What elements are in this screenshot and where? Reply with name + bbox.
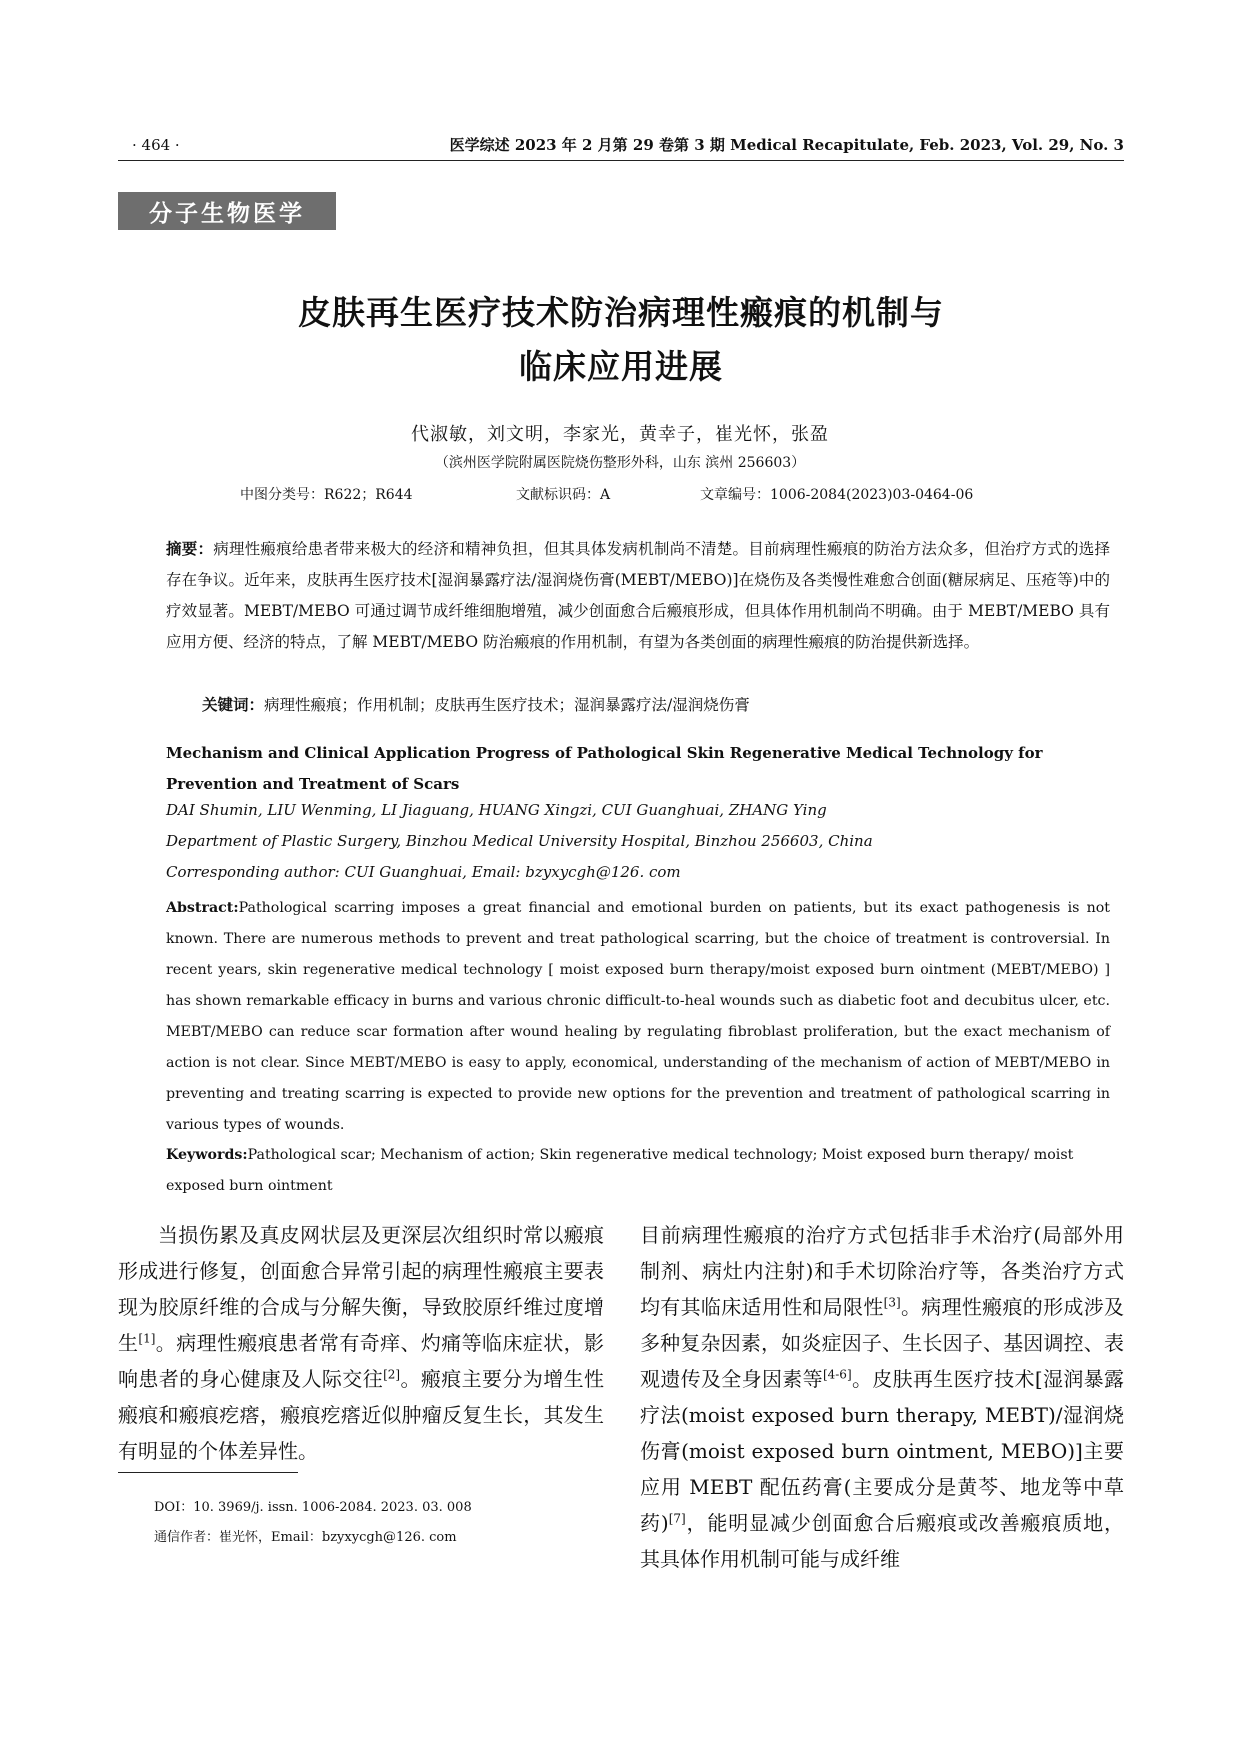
- body-text: ，能明显减少创面愈合后瘢痕或改善瘢痕质地，其具体作用机制可能与成纤维: [640, 1511, 1125, 1571]
- header-divider: [118, 160, 1124, 161]
- abstract-en: [166, 893, 1110, 1141]
- citation-ref: [1]: [138, 1331, 156, 1346]
- body-text: 。病理性瘢痕的形成涉及多种复杂因素，如炎症因子、生长因子、基因调控、表观遗传及全身因素等: [640, 1295, 1125, 1391]
- body-text: 目前病理性瘢痕的治疗方式包括非手术治疗(局部外用制剂、病灶内注射)和手术切除治疗等，各类治疗方式均有其临床适用性和局限性: [640, 1223, 1124, 1319]
- keywords-cn-text: 病理性瘢痕；作用机制；皮肤再生医疗技术；湿润暴露疗法/湿润烧伤膏: [264, 696, 750, 714]
- body-paragraph: [640, 1217, 1124, 1577]
- keywords-en: [166, 1140, 1110, 1202]
- footnote-divider: [118, 1472, 298, 1473]
- title-en: Mechanism and Clinical Application Progress of Pathological Skin Regenerative Medical Technology for Prevention and Treatment of Scars: [166, 744, 1043, 793]
- article-number: 文章编号：1006-2084(2023)03-0464-06: [700, 487, 974, 503]
- abstract-en-label: Abstract:: [166, 900, 239, 916]
- corresponding-author-en: Corresponding author: CUI Guanghuai, Email: bzyxycgh@126. com: [166, 863, 681, 881]
- keywords-cn: [202, 690, 1110, 721]
- section-tag: 分子生物医学: [118, 192, 336, 230]
- body-column-left: [118, 1217, 604, 1469]
- keywords-en-text: Pathological scar; Mechanism of action; Skin regenerative medical technology; Moist exposed burn therapy/ moist exposed burn ointment: [166, 1147, 1074, 1194]
- citation-ref: [2]: [383, 1367, 401, 1382]
- body-column-right: [640, 1217, 1124, 1577]
- document-code: 文献标识码：A: [516, 487, 611, 503]
- journal-header: 医学综述 2023 年 2 月第 29 卷第 3 期 Medical Recapitulate, Feb. 2023, Vol. 29, No. 3: [449, 136, 1124, 154]
- body-text: 。皮肤再生医疗技术[湿润暴露疗法(moist exposed burn therapy, MEBT)/湿润烧伤膏(moist exposed burn ointment, MEBO)]主要应用 MEBT 配伍药膏(主要成分是黄芩、地龙等中草药): [640, 1367, 1124, 1535]
- body-text: 当损伤累及真皮网状层及更深层次组织时常以瘢痕形成进行修复，创面愈合异常引起的病理性瘢痕主要表现为胶原纤维的合成与分解失衡，导致胶原纤维过度增生: [118, 1223, 604, 1355]
- affiliation-cn: （滨州医学院附属医院烧伤整形外科，山东 滨州 256603）: [434, 455, 806, 471]
- clc-number: 中图分类号：R622；R644: [240, 487, 413, 503]
- body-paragraph: [118, 1217, 604, 1469]
- title-line-1: 皮肤再生医疗技术防治病理性瘢痕的机制与: [298, 293, 944, 332]
- authors-en: DAI Shumin, LIU Wenming, LI Jiaguang, HUANG Xingzi, CUI Guanghuai, ZHANG Ying: [166, 801, 827, 819]
- abstract-cn-label: 摘要：: [166, 540, 214, 558]
- article-title: [118, 286, 1124, 394]
- department-en: Department of Plastic Surgery, Binzhou Medical University Hospital, Binzhou 256603, China: [166, 832, 873, 850]
- authors-cn: 代淑敏，刘文明，李家光，黄幸子，崔光怀，张盈: [411, 424, 829, 445]
- footnote-corresponding: 通信作者：崔光怀，Email：bzyxycgh@126. com: [154, 1530, 457, 1545]
- title-line-2: 临床应用进展: [519, 347, 723, 386]
- abstract-cn: [166, 534, 1110, 658]
- keywords-cn-label: 关键词：: [202, 696, 265, 714]
- keywords-en-label: Keywords:: [166, 1147, 248, 1163]
- body-text: 。病理性瘢痕患者常有奇痒、灼痛等临床症状，影响患者的身心健康及人际交往: [118, 1331, 605, 1391]
- citation-ref: [3]: [883, 1295, 901, 1310]
- body-text: 。瘢痕主要分为增生性瘢痕和瘢痕疙瘩，瘢痕疙瘩近似肿瘤反复生长，其发生有明显的个体差异性。: [118, 1367, 605, 1463]
- classification-line: [240, 484, 1020, 504]
- citation-ref: [7]: [668, 1511, 686, 1526]
- abstract-cn-text: 病理性瘢痕给患者带来极大的经济和精神负担，但其具体发病机制尚不清楚。目前病理性瘢痕的防治方法众多，但治疗方式的选择存在争议。近年来，皮肤再生医疗技术[湿润暴露疗法/湿润烧伤膏(MEBT/MEBO)]在烧伤及各类慢性难愈合创面(糖尿病足、压疮等)中的疗效显著。MEBT/MEBO 可通过调节成纤维细胞增殖，减少创面愈合后瘢痕形成，但具体作用机制尚不明确。由于 MEBT/MEBO 具有应用方便、经济的特点，了解 MEBT/MEBO 防治瘢痕的作用机制，有望为各类创面的病理性瘢痕的防治提供新选择。: [166, 540, 1110, 651]
- page-number: · 464 ·: [132, 136, 180, 154]
- abstract-en-text: Pathological scarring imposes a great financial and emotional burden on patients, but its exact pathogenesis is not known. There are numerous methods to prevent and treat pathological scarring, but the choice of treatment is controversial. In recent years, skin regenerative medical technology [ moist exposed burn therapy/moist exposed burn ointment (MEBT/MEBO) ] has shown remarkable efficacy in burns and various chronic difficult-to-heal wounds such as diabetic foot and decubitus ulcer, etc. MEBT/MEBO can reduce scar formation after wound healing by regulating fibroblast proliferation, but the exact mechanism of action is not clear. Since MEBT/MEBO is easy to apply, economical, understanding of the mechanism of action of MEBT/MEBO in preventing and treating scarring is expected to provide new options for the prevention and treatment of pathological scarring in various types of wounds.: [166, 900, 1110, 1133]
- footnote-doi: DOI：10. 3969/j. issn. 1006-2084. 2023. 03. 008: [154, 1500, 472, 1515]
- citation-ref: [4-6]: [822, 1367, 852, 1382]
